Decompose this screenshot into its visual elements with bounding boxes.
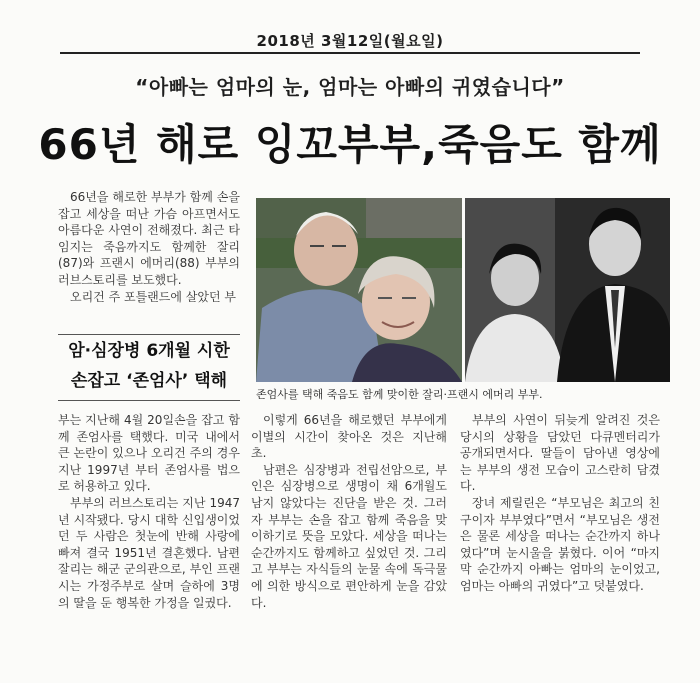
body-paragraph: 이렇게 66년을 해로했던 부부에게 이별의 시간이 찾아온 것은 지난해 초. <box>251 413 447 461</box>
photo-elderly-couple <box>256 198 462 382</box>
subhead-rule-bottom <box>58 400 240 401</box>
body-paragraph: 부부의 사연이 뒤늦게 알려진 것은 당시의 상황을 담았던 다큐멘터리가 공개되면서다. 딸들이 담아낸 영상에는 부부의 생전 모습이 고스란히 담겼다. <box>460 413 660 494</box>
body-column-2 <box>251 412 447 611</box>
body-paragraph: 장녀 제릴린은 “부모님은 최고의 친구이자 부부였다”면서 “부모님은 생전은 물론 세상을 떠나는 순간까지 하나였다”며 눈시울을 붉혔다. 이어 “마지막 순간까지 아빠는 엄마의 눈이었고, 엄마는 아빠의 귀였다”고 덧붙였다. <box>460 495 660 593</box>
headline: 66년 해로 잉꼬부부,죽음도 함께 <box>38 120 662 169</box>
lead-paragraph: 오리건 주 포틀랜드에 살았던 부 <box>70 289 236 304</box>
body-column-1 <box>58 412 240 611</box>
lead-column <box>58 189 240 305</box>
top-rule <box>60 52 640 54</box>
subheadline <box>58 336 240 396</box>
subhead-rule-top <box>58 334 240 335</box>
subhead-line: 암·심장병 6개월 시한 <box>68 341 230 361</box>
photo-couple-young <box>465 198 670 382</box>
photo-caption: 존엄사를 택해 죽음도 함께 맞이한 잘리·프랜시 에머리 부부. <box>256 388 543 401</box>
body-paragraph: 부는 지난해 4월 20일손을 잡고 함께 존엄사를 택했다. 미국 내에서 큰 논란이 있으나 오리건 주의 경우 지난 1997년 부터 존엄사를 법으로 허용하고 있다. <box>58 413 240 494</box>
body-column-3 <box>460 412 660 595</box>
dateline: 2018년 3월12일(월요일) <box>256 32 444 50</box>
lead-paragraph: 66년을 해로한 부부가 함께 손을 잡고 세상을 떠난 가슴 아프면서도 아름다운 사연이 전해졌다. 최근 타임지는 죽음까지도 함께한 잘리(87)와 프랜시 에머리(88) 부부의 러브스토리를 보도했다. <box>58 190 240 287</box>
subhead-line: 손잡고 ‘존엄사’ 택해 <box>70 371 228 391</box>
body-paragraph: 남편은 심장병과 전립선암으로, 부인은 심장병으로 생명이 채 6개월도 남지 않았다는 진단을 받은 것. 그러자 부부는 손을 잡고 함께 죽음을 맞이하기로 뜻을 모았다. 세상을 떠나는 순간까지도 함께하고 싶었던 것. 그리고 부부는 자식들의 눈물 속에 독극물에 의한 방식으로 편안하게 눈을 감았다. <box>251 462 447 610</box>
body-paragraph: 부부의 러브스토리는 지난 1947년 시작됐다. 당시 대학 신입생이었던 두 사람은 첫눈에 반해 사랑에 빠져 결국 1951년 결혼했다. 남편 잘리는 해군 군의관으로, 부인 프랜시는 가정주부로 살며 슬하에 3명의 딸을 둔 행복한 가정을 일궜다. <box>58 495 240 610</box>
kicker-quote: “아빠는 엄마의 눈, 엄마는 아빠의 귀였습니다” <box>135 75 565 99</box>
